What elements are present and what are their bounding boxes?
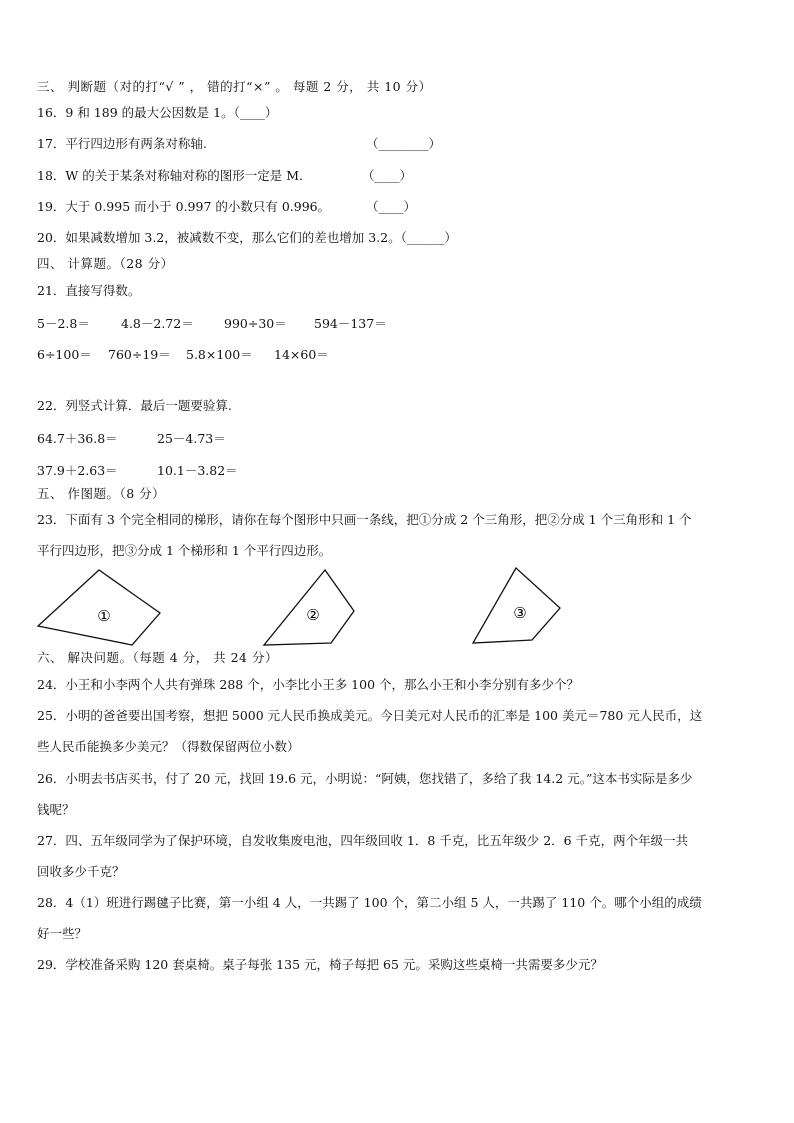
q22-item: 37.9＋2.63＝ xyxy=(37,463,118,478)
q21-row-2 xyxy=(37,345,757,361)
q21-item: 6÷100＝ xyxy=(37,347,92,362)
q22-item: 64.7＋36.8＝ xyxy=(37,431,118,446)
question-23-line-1: 23．下面有 3 个完全相同的梯形，请你在每个图形中只画一条线，把①分成 2 个三角形，把②分成 1 个三角形和 1 个 xyxy=(37,512,692,527)
question-26-line-2: 钱呢？ xyxy=(37,802,75,817)
q21-item: 14×60＝ xyxy=(274,347,329,362)
q22-item: 25－4.73＝ xyxy=(157,431,226,446)
question-17-answer: （________） xyxy=(366,136,442,151)
question-19: 19．大于 0.995 而小于 0.997 的小数只有 0.996。 xyxy=(37,199,331,214)
q22-row-1 xyxy=(37,429,757,445)
section-4-title: 四、 计算题。（28 分） xyxy=(37,256,174,271)
q22-row-2 xyxy=(37,461,757,477)
q21-item: 760÷19＝ xyxy=(108,347,171,362)
q21-item: 990÷30＝ xyxy=(224,316,287,331)
question-18: 18．W 的关于某条对称轴对称的图形一定是 M. xyxy=(37,168,303,183)
question-28-line-2: 好一些？ xyxy=(37,926,88,941)
q21-row-1 xyxy=(37,314,757,330)
section-5-title: 五、 作图题。（8 分） xyxy=(37,486,166,501)
section-6-title: 六、 解决问题。（每题 4 分， 共 24 分） xyxy=(37,650,278,665)
trapezoid-2-label: ② xyxy=(306,606,320,624)
question-18-answer: （____） xyxy=(362,168,413,183)
q21-item: 5.8×100＝ xyxy=(186,347,253,362)
question-20: 20．如果减数增加 3.2，被减数不变，那么它们的差也增加 3.2。（______） xyxy=(37,230,457,245)
question-26-line-1: 26．小明去书店买书，付了 20 元，找回 19.6 元，小明说：“阿姨，您找错了，多给了我 14.2 元。”这本书实际是多少 xyxy=(37,771,693,786)
q21-item: 4.8－2.72＝ xyxy=(121,316,194,331)
question-29: 29．学校准备采购 120 套桌椅。桌子每张 135 元，椅子每把 65 元。采购这些桌椅一共需要多少元？ xyxy=(37,957,603,972)
trapezoid-1-label: ① xyxy=(97,607,111,625)
trapezoid-2 xyxy=(261,566,391,648)
trapezoid-3-label: ③ xyxy=(513,604,527,622)
question-17: 17．平行四边形有两条对称轴. xyxy=(37,136,207,151)
question-27-line-2: 回收多少千克？ xyxy=(37,864,125,879)
question-25-line-1: 25．小明的爸爸要出国考察，想把 5000 元人民币换成美元。今日美元对人民币的汇率是 100 美元＝780 元人民币，这 xyxy=(37,708,703,723)
question-27-line-1: 27．四、五年级同学为了保护环境，自发收集废电池，四年级回收 1．8 千克，比五年级少 2．6 千克，两个年级一共 xyxy=(37,833,689,848)
question-23-line-2: 平行四边形，把③分成 1 个梯形和 1 个平行四边形。 xyxy=(37,543,332,558)
question-28-line-1: 28．4（1）班进行踢毽子比赛，第一小组 4 人，一共踢了 100 个，第二小组 5 人，一共踢了 110 个。哪个小组的成绩 xyxy=(37,895,702,910)
q21-item: 594－137＝ xyxy=(314,316,387,331)
question-21: 21．直接写得数。 xyxy=(37,283,141,298)
question-22: 22．列竖式计算．最后一题要验算. xyxy=(37,398,232,413)
section-3-title: 三、 判断题（对的打“√ ” ， 错的打“×” 。 每题 2 分， 共 10 分） xyxy=(37,79,432,94)
question-16: 16．9 和 189 的最大公因数是 1。（____） xyxy=(37,105,278,120)
question-25-line-2: 些人民币能换多少美元？（得数保留两位小数） xyxy=(37,739,300,754)
trapezoid-1 xyxy=(34,566,164,648)
q21-item: 5－2.8＝ xyxy=(37,316,90,331)
question-19-answer: （____） xyxy=(366,199,417,214)
question-24: 24．小王和小李两个人共有弹珠 288 个，小李比小王多 100 个，那么小王和小李分别有多少个？ xyxy=(37,677,580,692)
q22-item: 10.1－3.82＝ xyxy=(157,463,238,478)
trapezoid-3 xyxy=(470,566,600,648)
